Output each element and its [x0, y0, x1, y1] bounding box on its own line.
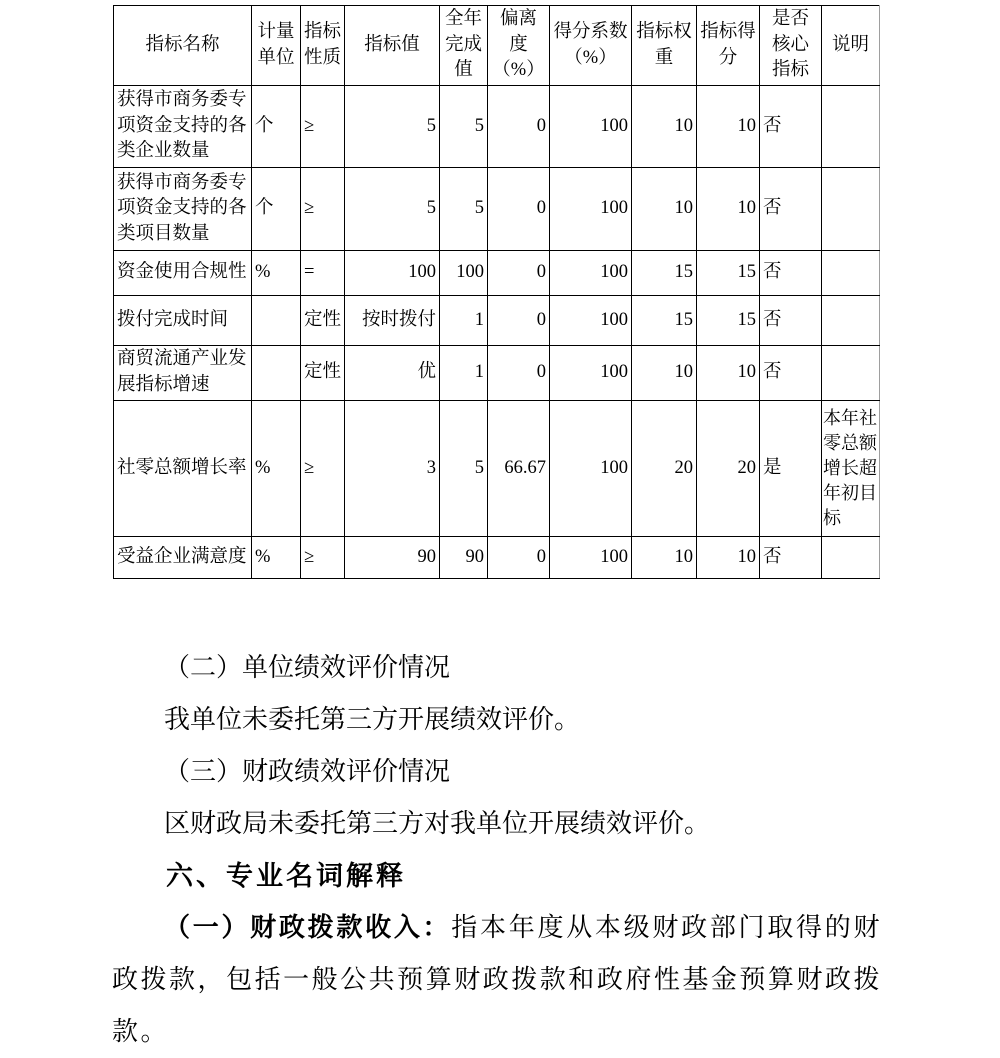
cell-core: 是	[760, 401, 822, 537]
cell-score: 20	[697, 401, 760, 537]
indicator-score-table	[113, 5, 880, 579]
paragraph-fiscal-eval: 区财政局未委托第三方对我单位开展绩效评价。	[164, 809, 711, 838]
cell-weight: 10	[632, 86, 697, 168]
column-header-core: 是否核心指标	[760, 6, 822, 86]
cell-weight: 15	[632, 251, 697, 296]
cell-note	[822, 168, 880, 251]
column-header-score: 指标得分	[697, 6, 760, 86]
cell-core: 否	[760, 346, 822, 401]
cell-score: 15	[697, 296, 760, 346]
cell-unit	[252, 346, 301, 401]
cell-annual: 5	[440, 86, 488, 168]
paragraph-unit-eval: 我单位未委托第三方开展绩效评价。	[164, 705, 581, 734]
cell-note	[822, 296, 880, 346]
cell-score: 10	[697, 346, 760, 401]
column-header-coefficient: 得分系数（%）	[550, 6, 632, 86]
paragraph-term-definition	[112, 902, 882, 1058]
cell-nature: 定性	[301, 346, 345, 401]
table-row	[114, 86, 880, 168]
cell-target: 90	[345, 537, 440, 579]
cell-deviation: 0	[488, 86, 550, 168]
term-lead: （一）财政拨款收入：	[164, 913, 452, 942]
cell-name: 资金使用合规性	[114, 251, 252, 296]
table-header-row	[114, 6, 880, 86]
cell-note	[822, 346, 880, 401]
cell-coefficient: 100	[550, 86, 632, 168]
table-row	[114, 346, 880, 401]
column-header-annual: 全年完成值	[440, 6, 488, 86]
term-body: 指本年度从本级财政部门取得的财政拨款，包括一般公共预算财政拨款和政府性基金预算财政拨款。	[112, 913, 882, 1046]
cell-coefficient: 100	[550, 251, 632, 296]
cell-note: 本年社零总额增长超年初目标	[822, 401, 880, 537]
cell-name: 拨付完成时间	[114, 296, 252, 346]
table-row	[114, 168, 880, 251]
cell-deviation: 0	[488, 296, 550, 346]
cell-target: 优	[345, 346, 440, 401]
cell-note	[822, 86, 880, 168]
document-body	[112, 642, 882, 1058]
cell-core: 否	[760, 251, 822, 296]
cell-core: 否	[760, 86, 822, 168]
cell-unit: 个	[252, 86, 301, 168]
column-header-deviation: 偏离度（%）	[488, 6, 550, 86]
cell-target: 100	[345, 251, 440, 296]
cell-unit: %	[252, 251, 301, 296]
cell-score: 10	[697, 537, 760, 579]
cell-name: 社零总额增长率	[114, 401, 252, 537]
cell-target: 5	[345, 86, 440, 168]
cell-score: 15	[697, 251, 760, 296]
cell-coefficient: 100	[550, 296, 632, 346]
cell-deviation: 66.67	[488, 401, 550, 537]
cell-target: 3	[345, 401, 440, 537]
column-header-nature: 指标性质	[301, 6, 345, 86]
cell-weight: 10	[632, 346, 697, 401]
cell-core: 否	[760, 537, 822, 579]
subsection-heading-unit-eval: （二）单位绩效评价情况	[164, 653, 451, 682]
cell-note	[822, 251, 880, 296]
cell-deviation: 0	[488, 168, 550, 251]
column-header-unit: 计量单位	[252, 6, 301, 86]
table-row	[114, 251, 880, 296]
cell-score: 10	[697, 86, 760, 168]
cell-unit	[252, 296, 301, 346]
section-heading-terms: 六、专业名词解释	[166, 861, 406, 891]
cell-nature: =	[301, 251, 345, 296]
cell-name: 获得市商务委专项资金支持的各类项目数量	[114, 168, 252, 251]
cell-deviation: 0	[488, 537, 550, 579]
cell-core: 否	[760, 296, 822, 346]
cell-annual: 5	[440, 401, 488, 537]
cell-name: 商贸流通产业发展指标增速	[114, 346, 252, 401]
cell-nature: ≥	[301, 168, 345, 251]
cell-annual: 1	[440, 346, 488, 401]
cell-score: 10	[697, 168, 760, 251]
cell-core: 否	[760, 168, 822, 251]
cell-target: 按时拨付	[345, 296, 440, 346]
cell-coefficient: 100	[550, 537, 632, 579]
cell-weight: 10	[632, 537, 697, 579]
cell-annual: 5	[440, 168, 488, 251]
subsection-heading-fiscal-eval: （三）财政绩效评价情况	[164, 757, 451, 786]
cell-weight: 20	[632, 401, 697, 537]
cell-coefficient: 100	[550, 346, 632, 401]
cell-deviation: 0	[488, 346, 550, 401]
cell-weight: 10	[632, 168, 697, 251]
cell-weight: 15	[632, 296, 697, 346]
cell-nature: ≥	[301, 537, 345, 579]
cell-unit: %	[252, 401, 301, 537]
cell-name: 受益企业满意度	[114, 537, 252, 579]
cell-name: 获得市商务委专项资金支持的各类企业数量	[114, 86, 252, 168]
column-header-note: 说明	[822, 6, 880, 86]
cell-annual: 1	[440, 296, 488, 346]
cell-annual: 90	[440, 537, 488, 579]
table-row	[114, 401, 880, 537]
cell-nature: ≥	[301, 86, 345, 168]
cell-coefficient: 100	[550, 168, 632, 251]
table-row	[114, 537, 880, 579]
column-header-name: 指标名称	[114, 6, 252, 86]
column-header-target: 指标值	[345, 6, 440, 86]
cell-annual: 100	[440, 251, 488, 296]
cell-target: 5	[345, 168, 440, 251]
cell-nature: 定性	[301, 296, 345, 346]
column-header-weight: 指标权重	[632, 6, 697, 86]
cell-nature: ≥	[301, 401, 345, 537]
cell-coefficient: 100	[550, 401, 632, 537]
cell-note	[822, 537, 880, 579]
cell-unit: %	[252, 537, 301, 579]
table-row	[114, 296, 880, 346]
cell-unit: 个	[252, 168, 301, 251]
cell-deviation: 0	[488, 251, 550, 296]
